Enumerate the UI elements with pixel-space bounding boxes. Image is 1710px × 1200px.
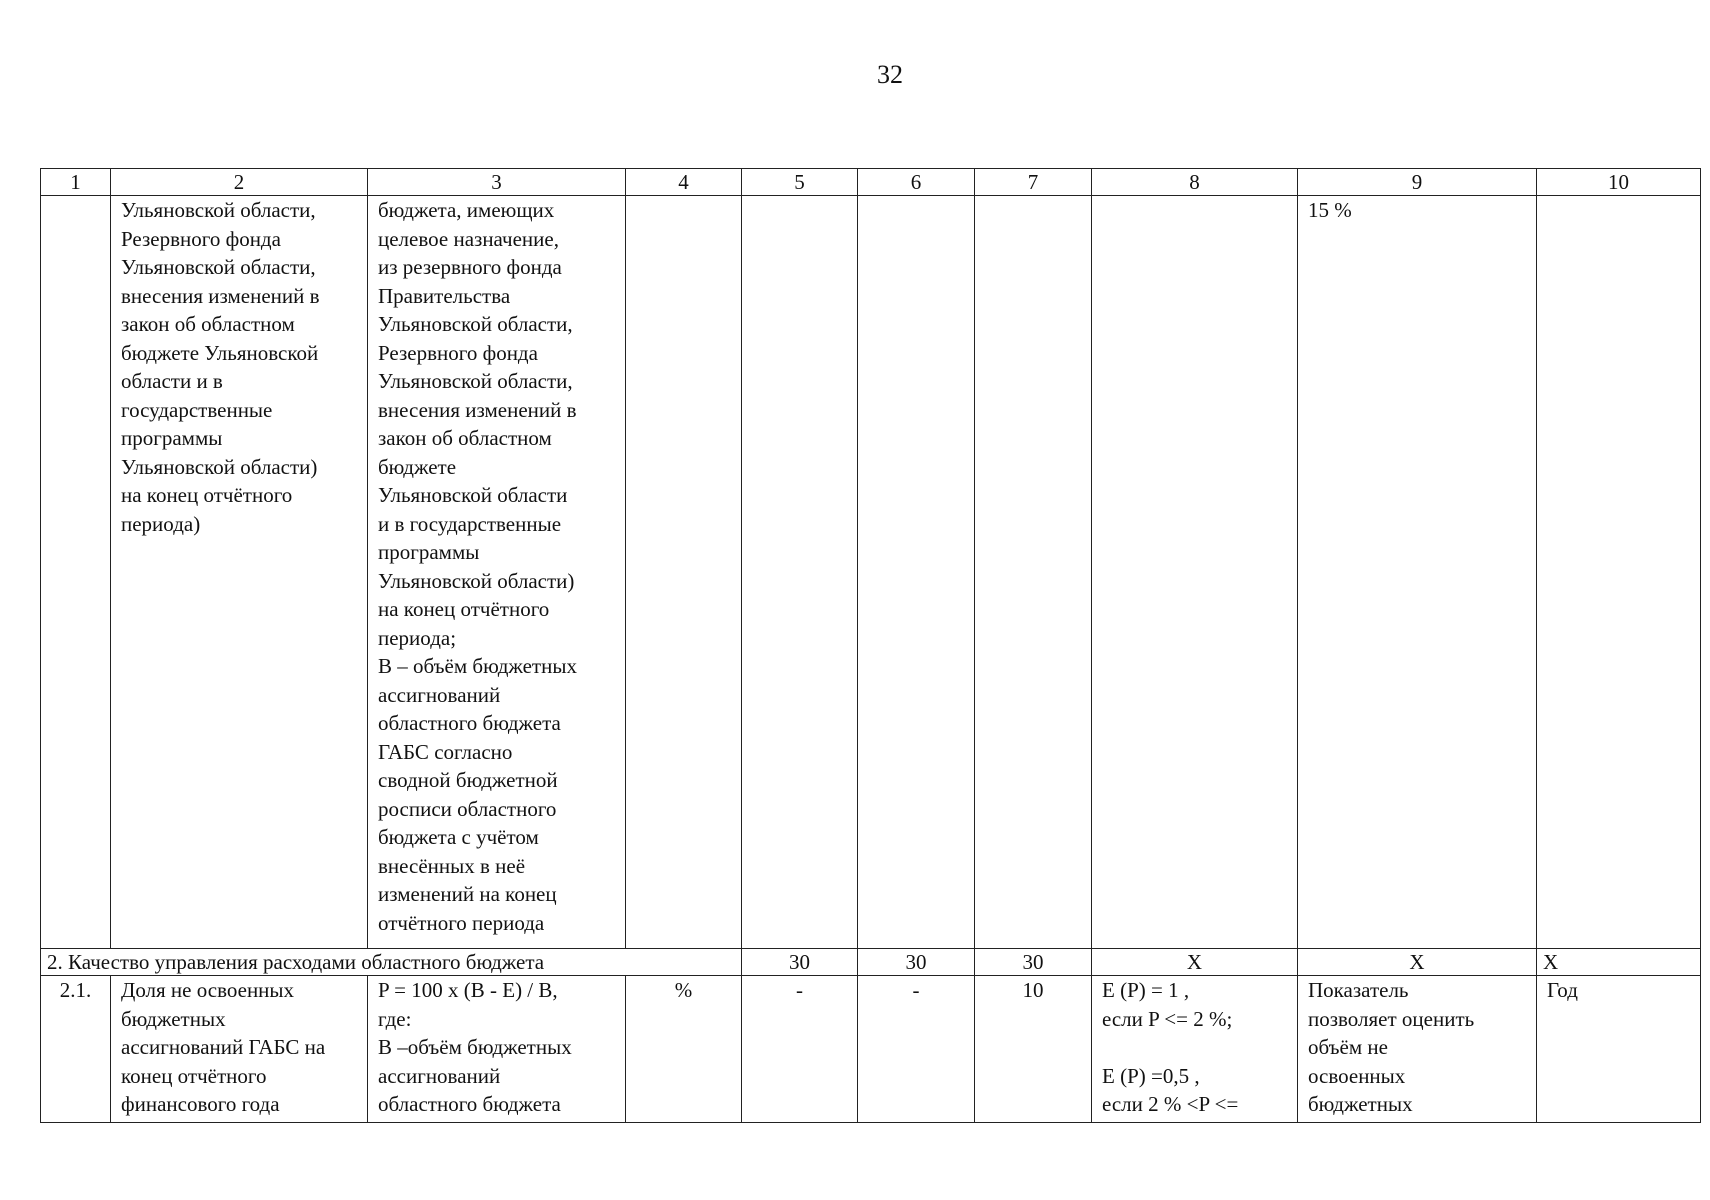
table-row — [41, 976, 1701, 1123]
unit-of-measure: % — [626, 976, 742, 1123]
column-number: 6 — [858, 169, 975, 196]
section-value: 30 — [975, 949, 1092, 976]
value-cell: - — [742, 976, 858, 1123]
section-value: 30 — [742, 949, 858, 976]
indicator-name: Доля не освоенных бюджетных ассигнований ГАБС на конец отчётного финансового года — [111, 976, 368, 1123]
column-number: 7 — [975, 169, 1092, 196]
formula-continued: бюджета, имеющих целевое назначение, из резервного фонда Правительства Ульяновской области, Резервного фонда Ульяновской области, внесения изменений в закон об областном бюджете Ульяновской области и в государственные программы Ульяновской области) на конец отчётного периода; В – объём бюджетных ассигнований областного бюджета ГАБС согласно сводной бюджетной росписи областного бюджета с учётом внесённых в неё изменений на конец отчётного периода — [368, 196, 626, 949]
table-cell — [858, 196, 975, 949]
column-number: 8 — [1092, 169, 1298, 196]
section-value: X — [1537, 949, 1701, 976]
reporting-period: Год — [1537, 976, 1701, 1123]
column-number: 10 — [1537, 169, 1701, 196]
table-cell — [1537, 196, 1701, 949]
threshold-continued: 15 % — [1298, 196, 1537, 949]
section-value: 30 — [858, 949, 975, 976]
page-number: 32 — [877, 60, 903, 89]
column-number: 5 — [742, 169, 858, 196]
table-cell — [41, 196, 111, 949]
indicator-name-continued: Ульяновской области, Резервного фонда Ульяновской области, внесения изменений в закон об областном бюджете Ульяновской области и в государственные программы Ульяновской области) на конец отчётного периода) — [111, 196, 368, 949]
section-row — [41, 949, 1701, 976]
row-number: 2.1. — [41, 976, 111, 1123]
table-cell — [975, 196, 1092, 949]
column-number: 1 — [41, 169, 111, 196]
table-cell — [1092, 196, 1298, 949]
indicator-formula: P = 100 x (B - E) / B, где: В –объём бюджетных ассигнований областного бюджета — [368, 976, 626, 1123]
table-cell — [626, 196, 742, 949]
table-cell — [742, 196, 858, 949]
weight-cell: 10 — [975, 976, 1092, 1123]
indicator-comment: Показатель позволяет оценить объём не освоенных бюджетных — [1298, 976, 1537, 1123]
continuation-row — [41, 196, 1701, 949]
column-number-row — [41, 169, 1701, 196]
evaluation-table — [40, 168, 1701, 1123]
section-title: 2. Качество управления расходами областного бюджета — [41, 949, 742, 976]
column-number: 3 — [368, 169, 626, 196]
value-cell: - — [858, 976, 975, 1123]
section-value: X — [1298, 949, 1537, 976]
section-value: X — [1092, 949, 1298, 976]
score-rule: E (P) = 1 , если P <= 2 %; E (P) =0,5 , если 2 % <P <= — [1092, 976, 1298, 1123]
column-number: 4 — [626, 169, 742, 196]
column-number: 9 — [1298, 169, 1537, 196]
column-number: 2 — [111, 169, 368, 196]
